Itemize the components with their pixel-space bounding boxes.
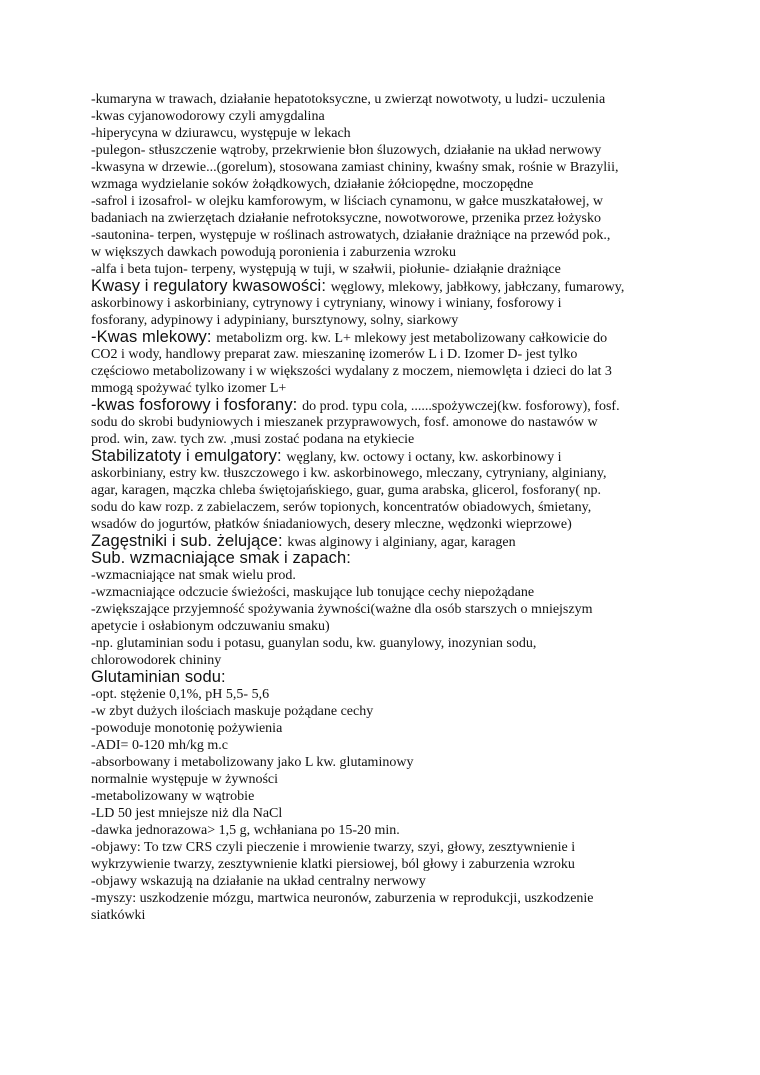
section-heading: Stabilizatoty i emulgatory: <box>91 447 287 465</box>
text-line <box>91 499 691 516</box>
body-text: -dawka jednorazowa> 1,5 g, wchłaniana po 15-20 min. <box>91 823 400 838</box>
body-text: -kumaryna w trawach, działanie hepatotoksyczne, u zwierząt nowotwoty, u ludzi- uczulenia <box>91 92 606 107</box>
section-heading: -kwas fosforowy i fosforany: <box>91 396 303 414</box>
text-line <box>91 567 691 584</box>
body-text: prod. win, zaw. tych zw. ,musi zostać podana na etykiecie <box>91 432 415 447</box>
text-line <box>91 805 691 822</box>
text-line <box>91 907 691 924</box>
body-text: -wzmacniające odczucie świeżości, maskujące lub tonujące cechy niepożądane <box>91 585 535 600</box>
text-line <box>91 261 691 278</box>
body-text: -LD 50 jest mniejsze niż dla NaCl <box>91 806 283 821</box>
body-text: -safrol i izosafrol- w olejku kamforowym, w liściach cynamonu, w gałce muszkatałowej, w <box>91 194 604 209</box>
body-text: -w zbyt dużych ilościach maskuje pożądane cechy <box>91 704 374 719</box>
body-text: -hiperycyna w dziurawcu, występuje w lekach <box>91 126 351 141</box>
text-line <box>91 771 691 788</box>
body-text: -wzmacniające nat smak wielu prod. <box>91 568 296 583</box>
text-line <box>91 159 691 176</box>
text-line <box>91 754 691 771</box>
body-text: -absorbowany i metabolizowany jako L kw. glutaminowy <box>91 755 414 770</box>
text-line <box>91 312 691 329</box>
body-text: -opt. stężenie 0,1%, pH 5,5- 5,6 <box>91 687 270 702</box>
body-text: -powoduje monotonię pożywienia <box>91 721 283 736</box>
text-line <box>91 176 691 193</box>
text-line <box>91 108 691 125</box>
text-line <box>91 720 691 737</box>
body-text: -pulegon- stłuszczenie wątroby, przekrwienie błon śluzowych, działanie na układ nerwowy <box>91 143 602 158</box>
text-line <box>91 363 691 380</box>
body-text: sodu do kaw rozp. z zabielaczem, serów topionych, koncentratów obiadowych, śmietany, <box>91 500 592 515</box>
text-line <box>91 652 691 669</box>
body-text: fosforany, adypinowy i adypiniany, bursztynowy, solny, siarkowy <box>91 313 459 328</box>
text-line <box>91 703 691 720</box>
section-heading: Glutaminian sodu: <box>91 668 226 686</box>
text-line <box>91 601 691 618</box>
text-line <box>91 125 691 142</box>
body-text: w większych dawkach powodują poronienia i zaburzenia wzroku <box>91 245 457 260</box>
body-text: mmogą spożywać tylko izomer L+ <box>91 381 287 396</box>
body-text: -kwasyna w drzewie...(gorelum), stosowana zamiast chininy, kwaśny smak, rośnie w Brazylii, <box>91 160 619 175</box>
text-line <box>91 482 691 499</box>
section-heading: -Kwas mlekowy: <box>91 328 217 346</box>
body-text: -myszy: uszkodzenie mózgu, martwica neuronów, zaburzenia w reprodukcji, uszkodzenie <box>91 891 594 906</box>
text-line <box>91 193 691 210</box>
section-heading: Zagęstniki i sub. żelujące: <box>91 532 288 550</box>
body-text: węglany, kw. octowy i octany, kw. askorbinowy i <box>286 450 562 465</box>
body-text: -objawy wskazują na działanie na układ centralny nerwowy <box>91 874 426 889</box>
section-heading-line <box>91 397 691 414</box>
text-line <box>91 465 691 482</box>
document-page <box>91 91 691 924</box>
text-line <box>91 635 691 652</box>
text-line <box>91 822 691 839</box>
section-heading-line <box>91 329 691 346</box>
body-text: -metabolizowany w wątrobie <box>91 789 255 804</box>
text-line <box>91 873 691 890</box>
body-text: -np. glutaminian sodu i potasu, guanylan sodu, kw. guanylowy, inozynian sodu, <box>91 636 537 651</box>
body-text: sodu do skrobi budyniowych i mieszanek przyprawowych, fosf. amonowe do nastawów w <box>91 415 598 430</box>
body-text: apetycie i osłabionym odczuwaniu smaku) <box>91 619 330 634</box>
text-line <box>91 516 691 533</box>
text-line <box>91 584 691 601</box>
body-text: askorbinowy i askorbiniany, cytrynowy i cytryniany, winowy i winiany, fosforowy i <box>91 296 562 311</box>
section-heading-line <box>91 448 691 465</box>
body-text: -alfa i beta tujon- terpeny, występują w tuji, w szałwii, piołunie- działąnie drażniące <box>91 262 561 277</box>
section-heading-line <box>91 533 691 550</box>
text-line <box>91 788 691 805</box>
body-text: -kwas cyjanowodorowy czyli amygdalina <box>91 109 325 124</box>
body-text: kwas alginowy i alginiany, agar, karagen <box>287 535 516 550</box>
section-heading: Kwasy i regulatory kwasowości: <box>91 277 331 295</box>
body-text: węglowy, mlekowy, jabłkowy, jabłczany, fumarowy, <box>330 280 625 295</box>
body-text: CO2 i wody, handlowy preparat zaw. mieszaninę izomerów L i D. Izomer D- jest tylko <box>91 347 578 362</box>
body-text: -objawy: To tzw CRS czyli pieczenie i mrowienie twarzy, szyi, głowy, zesztywnienie i <box>91 840 576 855</box>
text-line <box>91 890 691 907</box>
section-heading-line <box>91 550 691 567</box>
text-line <box>91 737 691 754</box>
text-line <box>91 346 691 363</box>
text-line <box>91 91 691 108</box>
text-line <box>91 142 691 159</box>
body-text: częściowo metabolizowany i w większości wydalany z moczem, niemowlęta i dzieci do lat 3 <box>91 364 612 379</box>
text-line <box>91 244 691 261</box>
text-line <box>91 618 691 635</box>
body-text: normalnie występuje w żywności <box>91 772 279 787</box>
body-text: badaniach na zwierzętach działanie nefrotoksyczne, nowotworowe, przenika przez łożysko <box>91 211 601 226</box>
text-line <box>91 414 691 431</box>
text-line <box>91 380 691 397</box>
section-heading-line <box>91 669 691 686</box>
section-heading: Sub. wzmacniające smak i zapach: <box>91 549 351 567</box>
body-text: -zwiększające przyjemność spożywania żywności(ważne dla osób starszych o mniejszym <box>91 602 593 617</box>
text-line <box>91 839 691 856</box>
body-text: -ADI= 0-120 mh/kg m.c <box>91 738 228 753</box>
body-text: wykrzywienie twarzy, zesztywnienie klatki piersiowej, ból głowy i zaburzenia wzroku <box>91 857 575 872</box>
section-heading-line <box>91 278 691 295</box>
body-text: chlorowodorek chininy <box>91 653 222 668</box>
body-text: wzmaga wydzielanie soków żołądkowych, działanie żółciopędne, moczopędne <box>91 177 534 192</box>
text-line <box>91 227 691 244</box>
text-line <box>91 856 691 873</box>
body-text: askorbiniany, estry kw. tłuszczowego i kw. askorbinowego, mleczany, cytryniany, alginiany, <box>91 466 607 481</box>
text-line <box>91 210 691 227</box>
text-line <box>91 686 691 703</box>
text-line <box>91 431 691 448</box>
body-text: do prod. typu cola, ......spożywczej(kw. fosforowy), fosf. <box>302 399 620 414</box>
body-text: siatkówki <box>91 908 146 923</box>
text-line <box>91 295 691 312</box>
body-text: wsadów do jogurtów, płatków śniadaniowych, desery mleczne, wędzonki wieprzowe) <box>91 517 572 532</box>
body-text: -sautonina- terpen, występuje w roślinach astrowatych, działanie drażniące na przewód pok., <box>91 228 611 243</box>
body-text: metabolizm org. kw. L+ mlekowy jest metabolizowany całkowicie do <box>216 331 608 346</box>
body-text: agar, karagen, mączka chleba świętojańskiego, guar, guma arabska, glicerol, fosforany( np. <box>91 483 602 498</box>
